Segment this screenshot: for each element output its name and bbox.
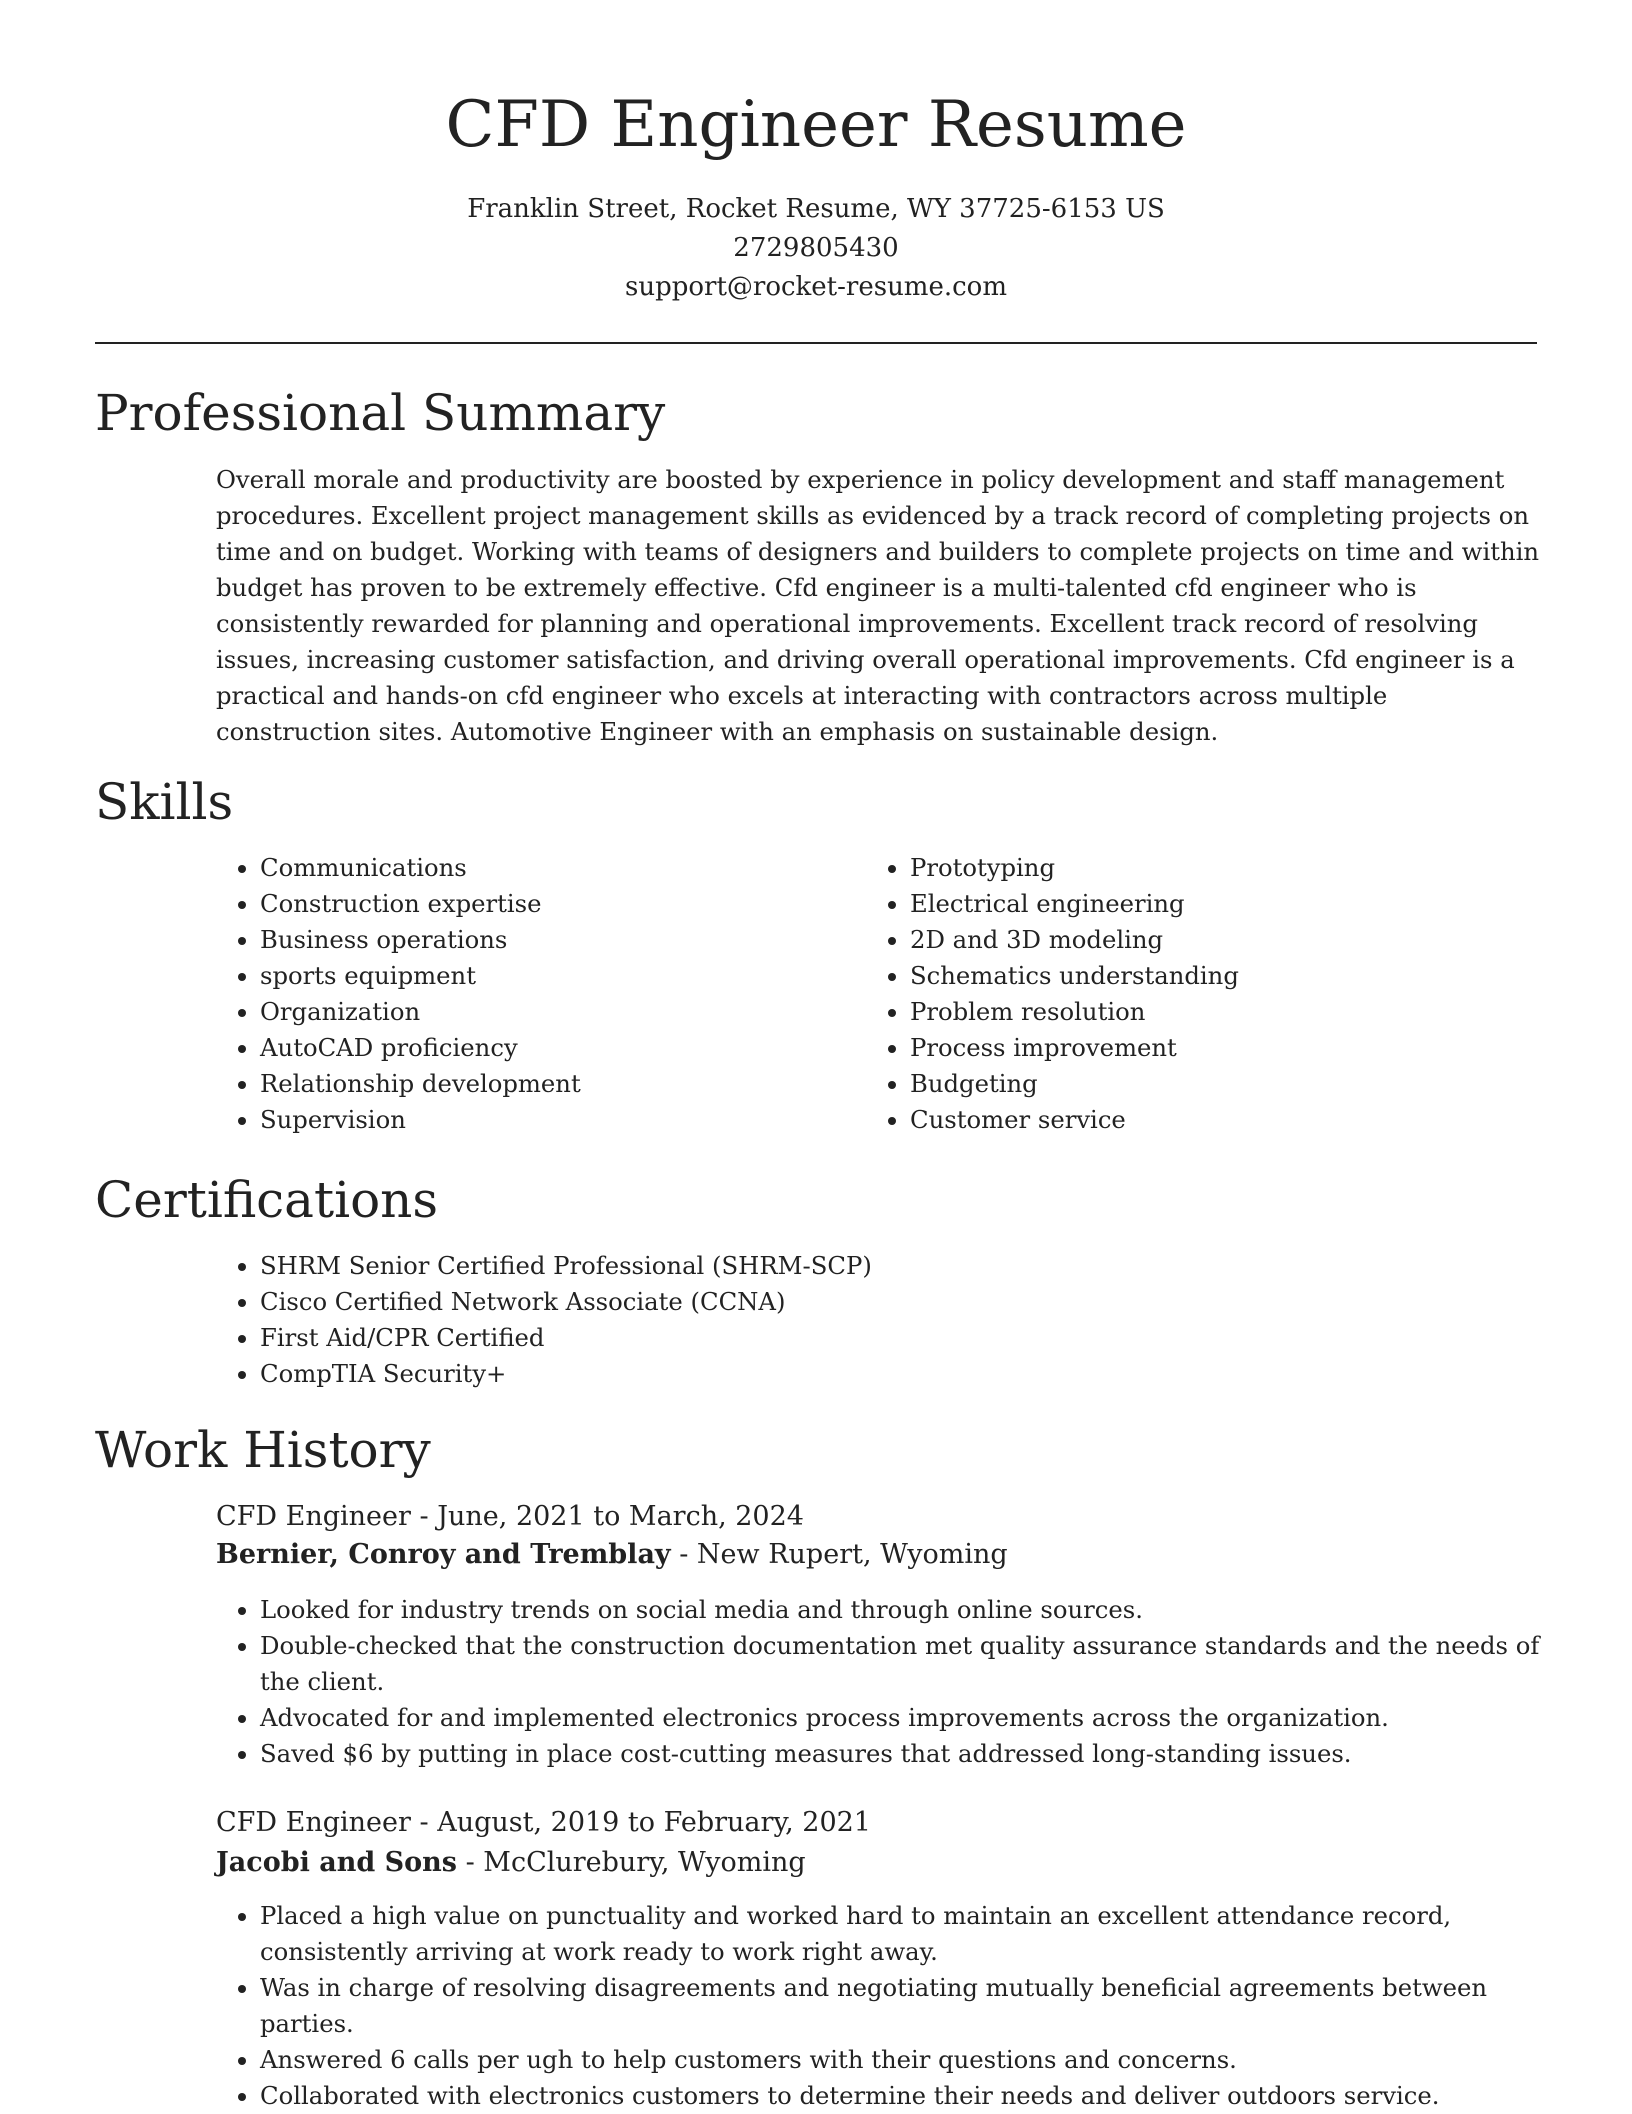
job-location: McClurebury, Wyoming <box>483 1847 806 1878</box>
skill-item: • Communications <box>260 850 860 886</box>
skills-list-left <box>216 850 860 1138</box>
job-company: Bernier, Conroy and Tremblay <box>216 1539 671 1570</box>
header-divider <box>95 342 1537 344</box>
job-dates: June, 2021 to March, 2024 <box>437 1501 804 1532</box>
summary-text: Overall morale and productivity are boosted by experience in policy development and staff management procedures. Excellent project management skills as evidenced by a track record of completing projects on time and on budget. Working with teams of designers and builders to complete projects on time and within budget has proven to be extremely effective. Cfd engineer is a multi-talented cfd engineer who is consistently rewarded for planning and operational improvements. Excellent track record of resolving issues, increasing customer satisfaction, and driving overall operational improvements. Cfd engineer is a practical and hands-on cfd engineer who excels at interacting with contractors across multiple construction sites. Automotive Engineer with an emphasis on sustainable design. <box>216 465 1540 746</box>
job-title: CFD Engineer <box>216 1501 411 1532</box>
skill-item: • Customer service <box>910 1102 1510 1138</box>
skill-item: • sports equipment <box>260 958 860 994</box>
job-company-line <box>216 1844 806 1882</box>
job-duties-list <box>216 1592 1560 1772</box>
certification-item: • SHRM Senior Certified Professional (SHRM-SCP) <box>260 1248 1560 1284</box>
skill-item: • AutoCAD proficiency <box>260 1030 860 1066</box>
skill-item: • Schematics understanding <box>910 958 1510 994</box>
job-duties-list <box>216 1898 1560 2114</box>
resume-title: CFD Engineer Resume <box>445 88 1187 162</box>
separator: - <box>670 1539 697 1570</box>
job-duty-item: • Looked for industry trends on social media and through online sources. <box>260 1592 1560 1628</box>
skill-item: • Organization <box>260 994 860 1030</box>
work-history-heading: Work History <box>95 1421 431 1479</box>
skill-item: • Electrical engineering <box>910 886 1510 922</box>
job-duty-item: • Double-checked that the construction documentation met quality assurance standards and the needs of the client. <box>260 1628 1560 1700</box>
certifications-list <box>216 1248 1560 1392</box>
job-title: CFD Engineer <box>216 1807 411 1838</box>
job-duty-item: • Placed a high value on punctuality and worked hard to maintain an excellent attendance record, consistently arriving at work ready to work right away. <box>260 1898 1560 1970</box>
job-duty-item: • Advocated for and implemented electronics process improvements across the organization. <box>260 1700 1560 1736</box>
job-location: New Rupert, Wyoming <box>696 1539 1008 1570</box>
contact-email: support@rocket-resume.com <box>624 272 1007 302</box>
skill-item: • Business operations <box>260 922 860 958</box>
separator: - <box>457 1847 484 1878</box>
job-duty-item: • Saved $6 by putting in place cost-cutting measures that addressed long-standing issues. <box>260 1736 1560 1772</box>
summary-heading: Professional Summary <box>95 384 666 442</box>
skill-item: • Supervision <box>260 1102 860 1138</box>
contact-address: Franklin Street, Rocket Resume, WY 37725-6153 US <box>467 194 1165 224</box>
job-duty-item: • Answered 6 calls per ugh to help customers with their questions and concerns. <box>260 2042 1560 2078</box>
job-title-line <box>216 1804 871 1842</box>
skills-list-right <box>866 850 1510 1138</box>
job-dates: August, 2019 to February, 2021 <box>437 1807 871 1838</box>
separator: - <box>410 1501 438 1532</box>
job-company: Jacobi and Sons <box>216 1847 457 1878</box>
skill-item: • Problem resolution <box>910 994 1510 1030</box>
skill-item: • Relationship development <box>260 1066 860 1102</box>
skill-item: • Budgeting <box>910 1066 1510 1102</box>
contact-phone: 2729805430 <box>733 233 899 263</box>
certifications-heading: Certifications <box>95 1171 439 1229</box>
job-duty-item: • Was in charge of resolving disagreements and negotiating mutually beneficial agreements between parties. <box>260 1970 1560 2042</box>
skill-item: • Process improvement <box>910 1030 1510 1066</box>
skill-item: • Construction expertise <box>260 886 860 922</box>
certification-item: • First Aid/CPR Certified <box>260 1320 1560 1356</box>
job-company-line <box>216 1536 1008 1574</box>
skill-item: • 2D and 3D modeling <box>910 922 1510 958</box>
job-duty-item: • Collaborated with electronics customers to determine their needs and deliver outdoors service. <box>260 2078 1560 2114</box>
contact-info <box>0 190 1632 307</box>
separator: - <box>410 1807 438 1838</box>
skill-item: • Prototyping <box>910 850 1510 886</box>
skills-heading: Skills <box>95 773 234 831</box>
certification-item: • CompTIA Security+ <box>260 1356 1560 1392</box>
certification-item: • Cisco Certified Network Associate (CCNA) <box>260 1284 1560 1320</box>
job-title-line <box>216 1498 804 1536</box>
